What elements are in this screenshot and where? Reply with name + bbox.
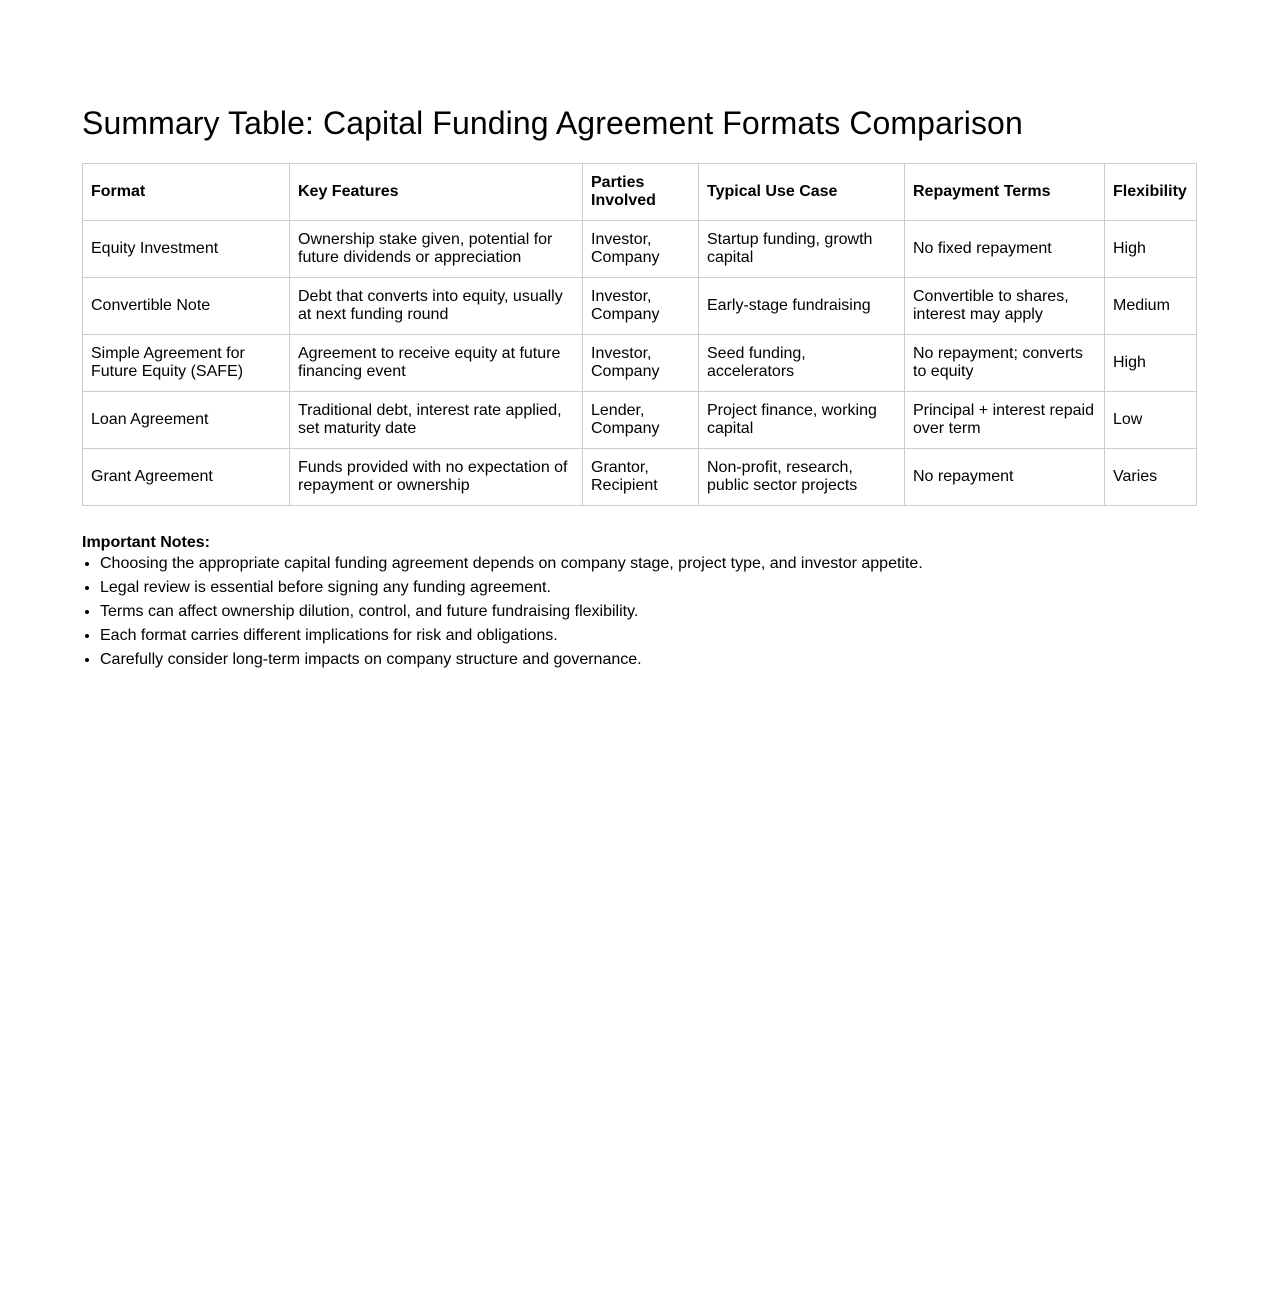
cell-key-features: Funds provided with no expectation of repayment or ownership: [290, 449, 583, 506]
cell-key-features: Ownership stake given, potential for future dividends or appreciation: [290, 221, 583, 278]
cell-flexibility: Varies: [1105, 449, 1197, 506]
important-notes: [82, 534, 1196, 672]
cell-parties-involved: Lender, Company: [583, 392, 699, 449]
cell-typical-use-case: Non-profit, research, public sector projects: [699, 449, 905, 506]
cell-flexibility: High: [1105, 335, 1197, 392]
notes-heading: Important Notes:: [82, 534, 210, 551]
table-row: [83, 392, 1197, 449]
table-row: [83, 221, 1197, 278]
cell-format: Simple Agreement for Future Equity (SAFE): [83, 335, 290, 392]
header-repayment-terms: Repayment Terms: [905, 164, 1105, 221]
cell-repayment-terms: No repayment: [905, 449, 1105, 506]
cell-repayment-terms: No fixed repayment: [905, 221, 1105, 278]
header-key-features: Key Features: [290, 164, 583, 221]
cell-format: Grant Agreement: [83, 449, 290, 506]
cell-key-features: Debt that converts into equity, usually at next funding round: [290, 278, 583, 335]
cell-flexibility: High: [1105, 221, 1197, 278]
list-item: • Carefully consider long-term impacts on company structure and governance.: [100, 648, 1196, 672]
header-format: Format: [83, 164, 290, 221]
cell-repayment-terms: Principal + interest repaid over term: [905, 392, 1105, 449]
cell-key-features: Agreement to receive equity at future financing event: [290, 335, 583, 392]
comparison-table: [82, 163, 1197, 506]
header-flexibility: Flexibility: [1105, 164, 1197, 221]
page-title: Summary Table: Capital Funding Agreement Formats Comparison: [82, 105, 1023, 141]
table-row: [83, 335, 1197, 392]
cell-repayment-terms: No repayment; converts to equity: [905, 335, 1105, 392]
cell-typical-use-case: Early-stage fundraising: [699, 278, 905, 335]
cell-parties-involved: Grantor, Recipient: [583, 449, 699, 506]
cell-typical-use-case: Project finance, working capital: [699, 392, 905, 449]
cell-flexibility: Medium: [1105, 278, 1197, 335]
cell-format: Convertible Note: [83, 278, 290, 335]
table-row: [83, 449, 1197, 506]
table-row: [83, 278, 1197, 335]
header-typical-use-case: Typical Use Case: [699, 164, 905, 221]
list-item: • Each format carries different implications for risk and obligations.: [100, 624, 1196, 648]
cell-parties-involved: Investor, Company: [583, 278, 699, 335]
cell-parties-involved: Investor, Company: [583, 221, 699, 278]
list-item: • Terms can affect ownership dilution, control, and future fundraising flexibility.: [100, 600, 1196, 624]
cell-flexibility: Low: [1105, 392, 1197, 449]
cell-typical-use-case: Seed funding, accelerators: [699, 335, 905, 392]
header-parties-involved: Parties Involved: [583, 164, 699, 221]
notes-list: [82, 552, 1196, 672]
document-page: [0, 0, 1196, 672]
cell-key-features: Traditional debt, interest rate applied, set maturity date: [290, 392, 583, 449]
cell-format: Equity Investment: [83, 221, 290, 278]
cell-typical-use-case: Startup funding, growth capital: [699, 221, 905, 278]
cell-format: Loan Agreement: [83, 392, 290, 449]
table-header-row: [83, 164, 1197, 221]
cell-repayment-terms: Convertible to shares, interest may apply: [905, 278, 1105, 335]
list-item: • Legal review is essential before signing any funding agreement.: [100, 576, 1196, 600]
cell-parties-involved: Investor, Company: [583, 335, 699, 392]
list-item: • Choosing the appropriate capital funding agreement depends on company stage, project type, and investor appetite.: [100, 552, 1196, 576]
